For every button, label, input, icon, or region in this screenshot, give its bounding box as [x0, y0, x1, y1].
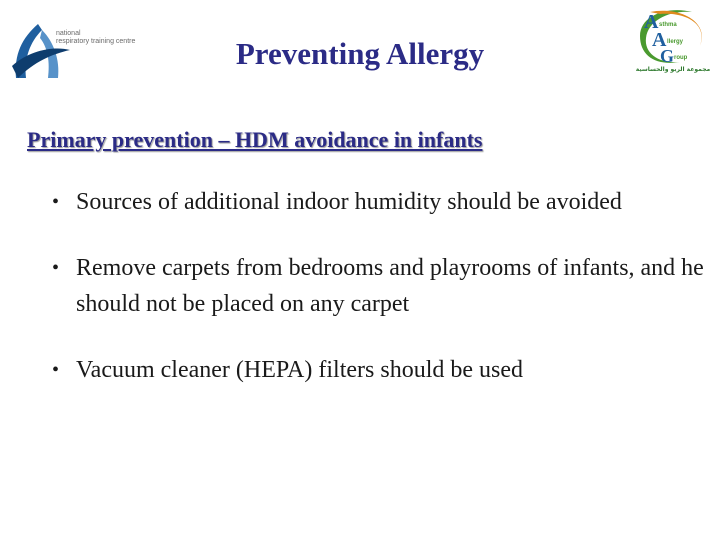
bullet-text: Vacuum cleaner (HEPA) filters should be used [76, 357, 523, 383]
page-title: Preventing Allergy [235, 36, 485, 71]
bullet-dot: • [52, 257, 60, 279]
aag-word-1: sthma [659, 22, 677, 28]
bullet-item [48, 352, 708, 388]
bullet-text: Remove carpets from bedrooms and playrooms of infants, and he should not be placed on any carpet [76, 255, 704, 317]
aag-letter-3: G [660, 46, 675, 66]
aag-group-logo-icon [630, 6, 716, 66]
aag-word-2: llergy [667, 39, 684, 45]
bullet-text: Sources of additional indoor humidity should be avoided [76, 189, 622, 215]
org-line-2: respiratory training centre [56, 38, 136, 45]
aag-letter-2: A [652, 29, 667, 51]
aag-logo [630, 6, 716, 78]
aag-arabic-name: مجموعة الربو والحساسية [635, 66, 711, 73]
bullet-dot: • [52, 191, 60, 213]
bullet-dot: • [52, 359, 60, 381]
bullet-list [48, 184, 708, 388]
bullet-item [48, 250, 708, 322]
aag-word-3: roup [674, 55, 688, 61]
aag-letter-1: A [644, 11, 659, 33]
org-line-1: national [56, 30, 81, 37]
section-subtitle: Primary prevention – HDM avoidance in infants [27, 127, 483, 152]
bullet-item [48, 184, 708, 220]
